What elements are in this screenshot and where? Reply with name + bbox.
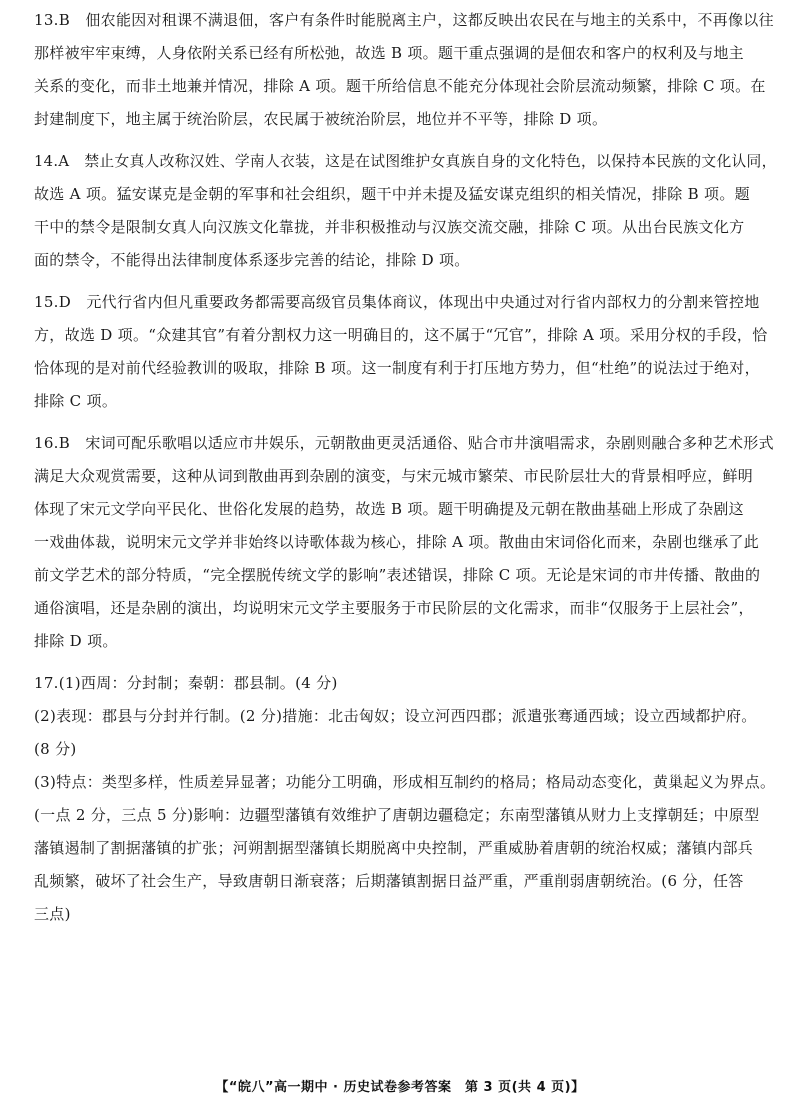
answer-17-line: (一点 2 分，三点 5 分)影响：边疆型藩镇有效维护了唐朝边疆稳定；东南型藩镇从财力上支撑朝廷；中原型: [34, 806, 760, 824]
answer-block-14: [34, 145, 778, 277]
spacer: [34, 277, 778, 286]
answer-14-line: 面的禁令，不能得出法律制度体系逐步完善的结论，排除 D 项。: [34, 251, 470, 269]
answer-block-15: [34, 286, 778, 418]
spacer: [34, 418, 778, 427]
answer-16-line: 16.B 宋词可配乐歌唱以适应市井娱乐，元朝散曲更灵活通俗、贴合市井演唱需求，杂剧则融合多种艺术形式: [34, 434, 774, 452]
answer-15-line: 排除 C 项。: [34, 392, 118, 410]
answer-14-line: 干中的禁令是限制女真人向汉族文化靠拢，并非积极推动与汉族交流交融，排除 C 项。从出台民族文化方: [34, 218, 745, 236]
answer-16-line: 通俗演唱，还是杂剧的演出，均说明宋元文学主要服务于市民阶层的文化需求，而非“仅服务于上层社会”，: [34, 599, 754, 617]
answer-block-13: [34, 4, 778, 136]
spacer: [34, 658, 778, 667]
answer-body: [34, 4, 778, 931]
answer-17-line: 三点): [34, 905, 71, 923]
answer-16-line: 一戏曲体裁，说明宋元文学并非始终以诗歌体裁为核心，排除 A 项。散曲由宋词俗化而来，杂剧也继承了此: [34, 533, 760, 551]
answer-17-line: (8 分): [34, 740, 77, 758]
answer-15-line: 方，故选 D 项。“众建其官”有着分割权力这一明确目的，这不属于“冗官”，排除 A 项。采用分权的手段，恰: [34, 326, 768, 344]
answer-17-line: 17.(1)西周：分封制；秦朝：郡县制。(4 分): [34, 674, 338, 692]
answer-15-line: 15.D 元代行省内但凡重要政务都需要高级官员集体商议，体现出中央通过对行省内部权力的分割来管控地: [34, 293, 760, 311]
answer-17-line: (3)特点：类型多样，性质差异显著；功能分工明确，形成相互制约的格局；格局动态变化，黄巢起义为界点。: [34, 773, 776, 791]
answer-14-line: 故选 A 项。猛安谋克是金朝的军事和社会组织，题干中并未提及猛安谋克组织的相关情况，排除 B 项。题: [34, 185, 750, 203]
answer-13-line: 13.B 佃农能因对租课不满退佃，客户有条件时能脱离主户，这都反映出农民在与地主的关系中，不再像以往: [34, 11, 774, 29]
answer-17-line: (2)表现：郡县与分封并行制。(2 分)措施：北击匈奴；设立河西四郡；派遣张骞通西域；设立西域都护府。: [34, 707, 757, 725]
answer-16-line: 满足大众观赏需要，这种从词到散曲再到杂剧的演变，与宋元城市繁荣、市民阶层壮大的背景相呼应，鲜明: [34, 467, 754, 485]
answer-14-line: 14.A 禁止女真人改称汉姓、学南人衣装，这是在试图维护女真族自身的文化特色，以保持本民族的文化认同，: [34, 153, 777, 170]
answer-15-line: 恰体现的是对前代经验教训的吸取，排除 B 项。这一制度有利于打压地方势力，但“杜绝”的说法过于绝对，: [34, 359, 760, 377]
answer-17-line: 乱频繁，破坏了社会生产，导致唐朝日渐衰落；后期藩镇割据日益严重，严重削弱唐朝统治。(6 分，任答: [34, 872, 744, 890]
answer-block-16: [34, 427, 778, 658]
answer-16-line: 前文学艺术的部分特质，“完全摆脱传统文学的影响”表述错误，排除 C 项。无论是宋词的市井传播、散曲的: [34, 566, 761, 584]
page-footer: 【“皖八”高一期中 · 历史试卷参考答案 第 3 页(共 4 页)】: [215, 1080, 585, 1095]
answer-block-17: [34, 667, 778, 931]
answer-17-line: 藩镇遏制了割据藩镇的扩张；河朔割据型藩镇长期脱离中央控制，严重威胁着唐朝的统治权威；藩镇内部兵: [34, 839, 754, 857]
answer-13-line: 那样被牢牢束缚，人身依附关系已经有所松弛，故选 B 项。题干重点强调的是佃农和客户的权利及与地主: [34, 44, 744, 62]
answer-13-line: 封建制度下，地主属于统治阶层，农民属于被统治阶层，地位并不平等，排除 D 项。: [34, 110, 608, 128]
answer-13-line: 关系的变化，而非土地兼并情况，排除 A 项。题干所给信息不能充分体现社会阶层流动频繁，排除 C 项。在: [34, 77, 766, 95]
answer-16-line: 排除 D 项。: [34, 632, 118, 650]
answer-16-line: 体现了宋元文学向平民化、世俗化发展的趋势，故选 B 项。题干明确提及元朝在散曲基础上形成了杂剧这: [34, 500, 744, 518]
spacer: [34, 136, 778, 145]
